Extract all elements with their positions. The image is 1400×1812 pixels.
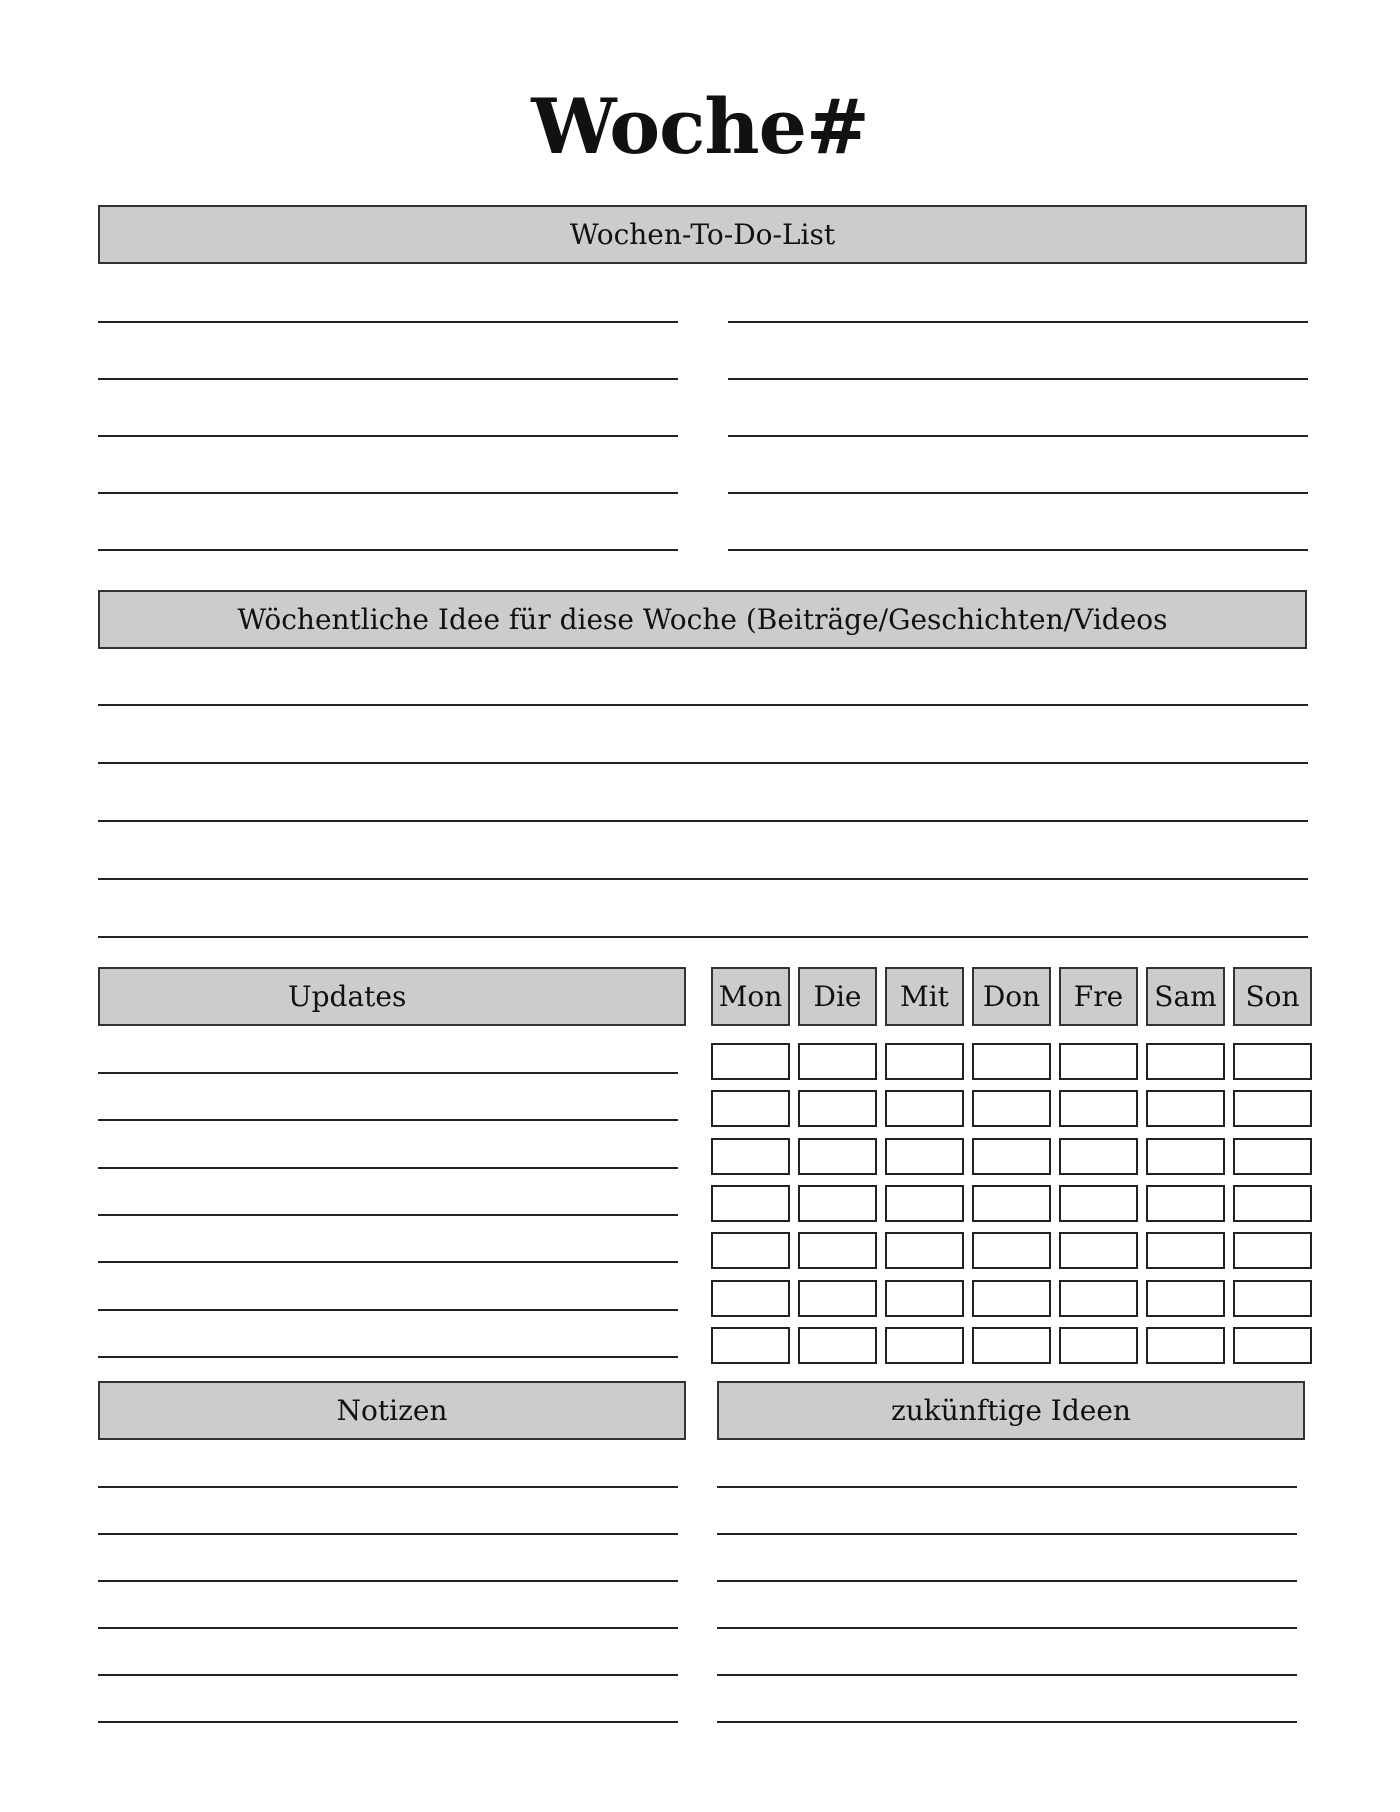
ideas-line[interactable] bbox=[98, 820, 1308, 822]
tracker-checkbox[interactable] bbox=[1233, 1232, 1312, 1269]
day-header-sam: Sam bbox=[1146, 967, 1225, 1026]
tracker-checkbox[interactable] bbox=[1233, 1138, 1312, 1175]
tracker-checkbox[interactable] bbox=[798, 1043, 877, 1080]
updates-line[interactable] bbox=[98, 1356, 678, 1358]
tracker-checkbox[interactable] bbox=[711, 1327, 790, 1364]
todo-line-left[interactable] bbox=[98, 549, 678, 551]
tracker-checkbox[interactable] bbox=[1146, 1280, 1225, 1317]
tracker-checkbox[interactable] bbox=[972, 1232, 1051, 1269]
future-ideas-header: zukünftige Ideen bbox=[717, 1381, 1305, 1440]
tracker-checkbox[interactable] bbox=[798, 1185, 877, 1222]
todo-line-left[interactable] bbox=[98, 378, 678, 380]
tracker-checkbox[interactable] bbox=[972, 1327, 1051, 1364]
updates-line[interactable] bbox=[98, 1214, 678, 1216]
tracker-checkbox[interactable] bbox=[711, 1090, 790, 1127]
tracker-checkbox[interactable] bbox=[1146, 1043, 1225, 1080]
tracker-checkbox[interactable] bbox=[1233, 1327, 1312, 1364]
todo-line-right[interactable] bbox=[728, 321, 1308, 323]
tracker-checkbox[interactable] bbox=[1146, 1327, 1225, 1364]
future-ideas-line[interactable] bbox=[717, 1721, 1297, 1723]
tracker-checkbox[interactable] bbox=[1146, 1232, 1225, 1269]
tracker-checkbox[interactable] bbox=[972, 1138, 1051, 1175]
day-header-die: Die bbox=[798, 967, 877, 1026]
notes-line[interactable] bbox=[98, 1533, 678, 1535]
ideas-line[interactable] bbox=[98, 762, 1308, 764]
tracker-checkbox[interactable] bbox=[972, 1043, 1051, 1080]
updates-line[interactable] bbox=[98, 1072, 678, 1074]
tracker-checkbox[interactable] bbox=[1059, 1280, 1138, 1317]
notes-line[interactable] bbox=[98, 1580, 678, 1582]
tracker-checkbox[interactable] bbox=[885, 1327, 964, 1364]
tracker-checkbox[interactable] bbox=[1059, 1138, 1138, 1175]
page-title: Woche# bbox=[531, 82, 869, 171]
ideas-line[interactable] bbox=[98, 936, 1308, 938]
todo-header: Wochen-To-Do-List bbox=[98, 205, 1307, 264]
tracker-checkbox[interactable] bbox=[798, 1090, 877, 1127]
tracker-checkbox[interactable] bbox=[1059, 1043, 1138, 1080]
ideas-line[interactable] bbox=[98, 878, 1308, 880]
tracker-checkbox[interactable] bbox=[1146, 1090, 1225, 1127]
notes-header: Notizen bbox=[98, 1381, 686, 1440]
tracker-checkbox[interactable] bbox=[1059, 1327, 1138, 1364]
updates-header: Updates bbox=[98, 967, 686, 1026]
future-ideas-line[interactable] bbox=[717, 1674, 1297, 1676]
tracker-checkbox[interactable] bbox=[885, 1232, 964, 1269]
tracker-checkbox[interactable] bbox=[885, 1138, 964, 1175]
notes-line[interactable] bbox=[98, 1627, 678, 1629]
ideas-line[interactable] bbox=[98, 704, 1308, 706]
notes-line[interactable] bbox=[98, 1486, 678, 1488]
tracker-checkbox[interactable] bbox=[1059, 1090, 1138, 1127]
tracker-checkbox[interactable] bbox=[1059, 1185, 1138, 1222]
tracker-checkbox[interactable] bbox=[972, 1280, 1051, 1317]
todo-line-right[interactable] bbox=[728, 435, 1308, 437]
tracker-checkbox[interactable] bbox=[1146, 1138, 1225, 1175]
day-header-mit: Mit bbox=[885, 967, 964, 1026]
todo-line-right[interactable] bbox=[728, 549, 1308, 551]
notes-line[interactable] bbox=[98, 1721, 678, 1723]
updates-line[interactable] bbox=[98, 1119, 678, 1121]
tracker-checkbox[interactable] bbox=[711, 1138, 790, 1175]
notes-line[interactable] bbox=[98, 1674, 678, 1676]
future-ideas-line[interactable] bbox=[717, 1533, 1297, 1535]
future-ideas-line[interactable] bbox=[717, 1486, 1297, 1488]
todo-line-right[interactable] bbox=[728, 492, 1308, 494]
tracker-checkbox[interactable] bbox=[972, 1185, 1051, 1222]
tracker-checkbox[interactable] bbox=[885, 1043, 964, 1080]
future-ideas-line[interactable] bbox=[717, 1627, 1297, 1629]
tracker-checkbox[interactable] bbox=[711, 1185, 790, 1222]
tracker-checkbox[interactable] bbox=[885, 1090, 964, 1127]
tracker-checkbox[interactable] bbox=[711, 1043, 790, 1080]
updates-line[interactable] bbox=[98, 1167, 678, 1169]
tracker-checkbox[interactable] bbox=[1233, 1185, 1312, 1222]
tracker-checkbox[interactable] bbox=[711, 1232, 790, 1269]
tracker-checkbox[interactable] bbox=[798, 1327, 877, 1364]
tracker-checkbox[interactable] bbox=[798, 1138, 877, 1175]
tracker-checkbox[interactable] bbox=[885, 1185, 964, 1222]
tracker-checkbox[interactable] bbox=[885, 1280, 964, 1317]
ideas-header: Wöchentliche Idee für diese Woche (Beiträge/Geschichten/Videos bbox=[98, 590, 1307, 649]
future-ideas-line[interactable] bbox=[717, 1580, 1297, 1582]
tracker-checkbox[interactable] bbox=[972, 1090, 1051, 1127]
tracker-checkbox[interactable] bbox=[798, 1232, 877, 1269]
day-header-son: Son bbox=[1233, 967, 1312, 1026]
updates-line[interactable] bbox=[98, 1261, 678, 1263]
tracker-checkbox[interactable] bbox=[1233, 1280, 1312, 1317]
tracker-checkbox[interactable] bbox=[798, 1280, 877, 1317]
tracker-checkbox[interactable] bbox=[1146, 1185, 1225, 1222]
todo-line-left[interactable] bbox=[98, 492, 678, 494]
updates-line[interactable] bbox=[98, 1309, 678, 1311]
tracker-checkbox[interactable] bbox=[1233, 1090, 1312, 1127]
todo-line-left[interactable] bbox=[98, 435, 678, 437]
tracker-checkbox[interactable] bbox=[1059, 1232, 1138, 1269]
tracker-checkbox[interactable] bbox=[711, 1280, 790, 1317]
day-header-mon: Mon bbox=[711, 967, 790, 1026]
day-header-fre: Fre bbox=[1059, 967, 1138, 1026]
todo-line-right[interactable] bbox=[728, 378, 1308, 380]
day-header-don: Don bbox=[972, 967, 1051, 1026]
todo-line-left[interactable] bbox=[98, 321, 678, 323]
tracker-checkbox[interactable] bbox=[1233, 1043, 1312, 1080]
